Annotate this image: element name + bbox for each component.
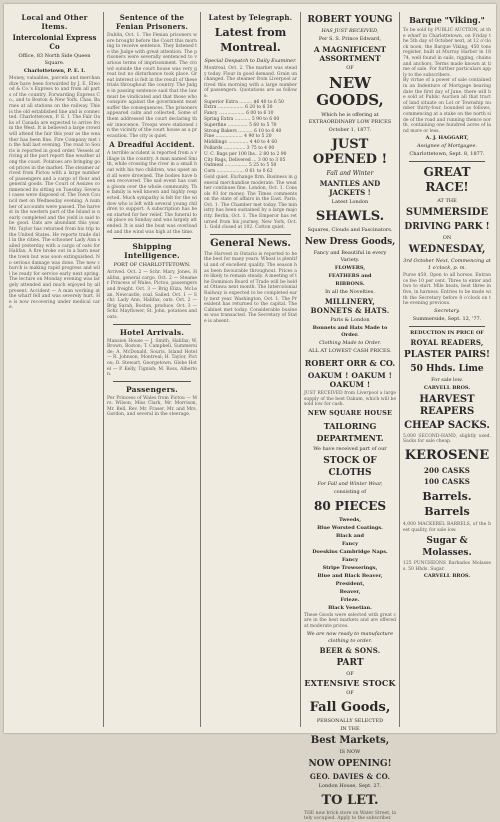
extensive-stock: EXTENSIVE STOCK [304,677,396,688]
great-race-headline: GREAT RACE! [423,165,471,195]
mortgagee: Assignee of Mortgagee. [416,143,478,150]
price-row: Pollards ............... 3 75 to 4 00 [204,145,275,151]
is-now: IS NOW [339,748,361,755]
advertiser-name: ROBERT YOUNG [307,15,393,25]
fall-winter: Fall and Winter [326,170,374,177]
price-row: Spring Extra ........... 5 90 to 6 00 [204,116,280,122]
ribbons: RIBBONS. [335,281,365,287]
per-ship: Per S. S. Prince Edward, [318,36,382,42]
tailoring-headline: TAILORING DEPARTMENT. [316,420,384,443]
now-opening: NOW OPENING! [308,758,392,769]
doeskins: Doeskins Cambridge Naps. [312,548,388,555]
price-row: Superfine .............. 5 60 to 5 70 [204,122,277,128]
harvest-headline: HARVEST REAPERS [419,393,475,417]
express-company-name: Intercolonial Express Co [12,33,97,51]
express-office: Office, 83 North Side Queen Square. [18,53,91,66]
casks: 200 CASKS [423,466,471,476]
hotel-heading: Hotel Arrivals. [119,327,185,337]
just-opened-headline: JUST OPENED ! [312,137,388,167]
mantles-headline: MANTLES AND JACKETS ! [319,179,381,197]
divider [113,324,191,325]
large-stock: We have received part of our [313,445,387,452]
in-all: In all the Novelties. [325,289,375,295]
for-fall: For Fall and Winter Wear, [317,480,383,487]
hotel-text: Mansion House — J. Smith, Halifax; W. Brown, Boston; T. Campbell, Summerside; A. McDonald, Souris. Island Hotel — R. Johnson, Montreal; H. Taylor, Pictou; D. Stewart, Georgetown. Globe Hotel — P. Kelly, Tignish; M. Ross, Alberton. [107,338,197,378]
passengers-text: Per Princess of Wales from Pictou — Mrs. Wilson, Miss Clark, Mr. Morrison, Mr. Bell, Rev. Mr. Fraser, Mr. and Mrs. Gordon, and several in the steerage. [107,395,197,418]
consisting: consisting of [333,488,367,495]
mortgage-text: By virtue of a power of sale contained in an Indenture of Mortgage bearing date the first day of June, there will be sold at Public Auction all that tract of land situate on Lot or Township number thirty-four, bounded as follows, commencing at a stake on the north side of the road and running thence north, containing one hundred acres of land more or less. [403,78,491,134]
accident-heading: A Dreadful Accident. [109,140,195,150]
casks-2: 100 CASKS [423,477,471,487]
divider [113,381,191,382]
wednesday-headline: WEDNESDAY, [408,244,486,256]
paris-london: Paris & London [330,317,370,323]
clothing: Clothing Made to Order. [319,340,381,346]
tweeds: Tweeds, [339,516,361,523]
shawls-headline: SHAWLS. [315,209,385,224]
summerside-date: Summerside, Sept. 12, '77. [412,315,482,322]
stripe: Stripe Trowserings, [322,564,378,571]
accident-text: A terrible accident is reported from a village in the country. A man named Smith, while crossing the river in a small boat with his two children, was upset and all were drowned. The bodies have been recovered. The sad event has cast a gloom over the whole community. The family is well known and highly respected. Much sympathy is felt for the widow who is left with several young children to support. A subscription has been started for her relief. The funeral took place on Sunday and was largely attended. It is said the boat was overloaded and the wind was high at the time. [107,151,197,235]
low-prices: Which he is offering at EXTRAORDINARY LOW PRICES [308,112,392,125]
sept-date: Charlottetown, Sept. 8, 1877. [409,151,485,158]
best-markets: Best Markets, [310,734,390,746]
robert-orr: ROBERT ORR & CO. [304,358,396,368]
local-items-heading: Local and Other Items. [21,13,88,31]
assortment: A MAGNIFICENT ASSORTMENT [313,45,387,63]
beaver: Beaver, [339,588,361,595]
driving-park-headline: DRIVING PARK ! [404,222,490,233]
black-and: Black and [336,532,364,539]
price-row: Fancy .................. 6 00 to 6 10 [204,111,274,117]
plaster-headline: PLASTER PAIRS! [404,349,490,360]
london-house: London House, Sept. 27. [318,782,382,789]
general-news-heading: General News. [210,237,291,249]
carvell-bros: CARVELL BROS. [423,384,471,391]
kerosene-headline: KEROSENE [404,448,490,464]
barque-headline: Barque "Viking." [409,15,485,25]
column-notices [399,12,494,727]
flowers: FLOWERS, [334,265,366,271]
black-venetian: Black Venetian. [328,604,372,611]
flour-price-list [204,100,297,175]
millinery-headline: MILLINERY, BONNETS & HATS. [310,297,390,315]
montreal-headline: Latest from Montreal. [214,26,287,54]
pieces-headline: 80 PIECES [313,498,387,513]
second-hand-text: 5,000 SECOND-HAND, slightly used. Sacks for sale cheap. [403,433,491,445]
to-let-headline: TO LET. [321,792,379,808]
general-news-text: The Harvest in Ontario is reported to be the best for many years. Wheat is plentiful and of excellent quality. The season has been favourable throughout. Prices are likely to remain steady. A meeting of the Dominion Board of Trade will be held at Ottawa next month. The Intercolonial Railway is expected to be completed early next year. Washington, Oct. 1. The President has returned to the capital. The Cabinet met today. Considerable business was transacted. The Secretary of State is absent. [204,251,297,324]
shipping-heading: Shipping Intelligence. [124,242,180,261]
personally: PERSONALLY SELECTED [316,717,384,724]
bonnets: Bonnets and Hats Made to Order. [312,325,388,338]
summerside-headline: SUMMERSIDE [405,207,489,219]
column-local-items [6,12,103,727]
at-the: AT THE [437,198,457,205]
clouds: Squares, Clouds and Fascinators. [307,227,393,233]
blue-black: Blue and Black Beaver, [317,572,383,579]
passengers-heading: Passengers. [126,384,178,394]
fenian-heading: Sentence of the Fenian Prisoners. [115,13,189,31]
part-label: PART [336,657,364,668]
price-row: Oatmeal ................ 5 25 to 5 50 [204,163,277,169]
secretary: Secretary. [434,307,460,314]
royal-readers: ROYAL READERS, [410,337,484,347]
express-town: Charlottetown, P. E. I. [23,68,86,74]
price-row: City Bags, Delivered ... 3 00 to 3 05 [204,157,286,163]
local-items-text: Money, valuables, parcels and merchandize have been forwarded by J. E. Elwood & Co.'s Express to and from all parts of the country. Forwarding Express Co., and to Boston & New York. Chas. Barnes at all stations on the railway. This is the old established line and is connected. Charlottetown, P. E. I. The Fair Oaks of Canada are expected to arrive from the West. It is believed a large crowd will attend the fair this year as the weather has been fine. Fire Company met in the hall last evening. The road to Souris is reported in good order. Vessels arriving at the port report fine weather along the coast. Potatoes are bringing good prices in the market. The steamer arrived from Pictou with a large number of passengers and a cargo of flour and general goods. The Court of Assizes commenced its sitting on Tuesday. Several cases were disposed of. The Town Council met on Wednesday evening. A number of accounts were passed. The harvest in the western part of the Island is nearly completed and the yield is said to be good. Oats are abundant this year. Mr. Taylor has returned from his trip to the United States. He reports trade dull in the cities. The schooner Lady Ann sailed yesterday with a cargo of oats for Halifax. A fire broke out in a barn near the town but was soon extinguished. No serious damage was done. The new church is making rapid progress and will be ready for service early next spring. The lecture on Monday evening was largely attended and much enjoyed by all present. Accident — A man working at the wharf fell and was severely hurt. He is now recovering under medical care. [9,76,100,311]
of-3: OF [346,689,354,696]
barque-text: To be sold by PUBLIC AUCTION, at the wharf in Charlottetown, on Friday the 5th day of October next, at 12 o'clock noon, the Barque Viking, 450 tons register, built at Murray Harbor in 1874, well found in sails, rigging, chains and anchors. Terms made known at time of sale. For further particulars apply to the subscribers. [403,28,491,78]
ad-date: October 1, 1877. [328,127,372,133]
column-fenian [103,12,200,727]
oakum-headline: OAKUM ! OAKUM ! OAKUM ! [307,371,393,389]
price-row: U. C. Bags per 100 lbs.. 2 80 to 2 90 [204,151,287,157]
montreal-text: Montreal, Oct. 2. The market was steady today. Flour in good demand. Grain unchanged. The steamer from Liverpool arrived this morning with a large number of passengers. Quotations are as follows: [204,66,297,99]
frieze: Frieze. [340,596,360,603]
cheap-sacks-headline: CHEAP SACKS. [404,419,490,431]
new-store: NEW SQUARE HOUSE [307,408,393,417]
divider [113,238,191,239]
shipping-port: PORT OF CHARLOTTETOWN. [113,262,191,269]
new-goods-headline: NEW GOODS, [316,74,384,109]
price-row: Middlings .............. 4 40 to 4 60 [204,140,278,146]
price-row: Fine ................... 4 90 to 5 20 [204,134,272,140]
telegraph-heading: Latest by Telegraph. [208,13,293,22]
column-telegraph [200,12,300,727]
fancy-beautiful: Fancy and Beautiful in every Variety. [313,250,387,263]
price-row: Strong Bakers .......... 6 10 to 6 40 [204,128,282,134]
oakum-text: JUST RECEIVED from Liverpool a large supply of the best Oakum, which will be sold low for cash. [304,391,396,408]
divider [409,161,485,162]
on-label: ON [442,235,452,242]
fancy-2: Fancy [341,556,359,563]
geo-davies: GEO. DAVIES & CO. [309,771,391,781]
in-the: IN THE [340,725,360,732]
fancy: Fancy [341,540,359,547]
blue-worsted: Blue Worsted Coatings. [317,524,383,531]
telegraph-text: Gold quiet. Exchange firm. Business in general merchandise moderate. The weather continues fine. London, Oct. 1. Consols 93 for money. The Times comments on the state of affairs in the East. Paris, Oct. 1. The Chamber met today. The ministry has been sustained by a large majority. Berlin, Oct. 1. The Emperor has returned from his journey. New York, Oct. 1. Gold closed at 102. Cotton quiet. [204,174,297,231]
price-row: Corn ................... 0 61 to 0 62 [204,169,273,175]
of-text: OF [346,65,354,71]
divider [409,326,485,327]
newspaper-page [4,4,496,822]
race-text: Purse $50. Open to all horses. Entrance fee 10 per cent. Three to enter and two to start. Mile heats, best three in five, in harness. Entries to be made with the Secretary before 8 o'clock on the evening previous. [403,273,491,307]
auctioneer: A. J. HAGGART, [425,135,469,142]
reduction: REDUCTION IN PRICE OF [410,329,484,336]
of-2: OF [346,670,354,677]
beer-sons: BEER & SONS. [319,645,381,655]
fenian-text: Dublin, Oct. 1. The Fenian prisoners were brought before the Court this morning to receive sentence. They listened to the Judge with great attention. The prisoners were severally sentenced to various terms of imprisonment. The crowd outside the court house was very great but no disturbance took place. Great interest is felt in the result of these trials throughout the country. The Judge in passing sentence said that the law must be vindicated and that those who conspire against the government must suffer the consequences. The prisoners appeared calm and collected. Some of them addressed the court declaring their innocence. Troops were stationed in the vicinity of the court house as a precaution. The city is quiet. [107,33,197,139]
october-date: 3rd October Next, Commencing at 1 o'clock, p. m. [403,258,491,272]
for-sale: For sale low. [431,376,463,383]
stock-of-cloths: STOCK OF CLOTHS [323,455,377,478]
now-ready: We are now ready to manufacture clothing to order. [306,630,394,644]
fall-goods-headline: Fall Goods, [309,699,391,715]
divider [210,234,291,235]
feathers: FEATHERS and [328,273,372,279]
mackerel-text: 4,000 MACKEREL BARRELS, of the best quality, for sale low. [403,522,491,533]
shipping-text: Arrived. Oct. 2 — Schr. Mary, Jones, Halifax, general cargo. Oct. 2 — Steamer Princess of Wales, Pictou, passengers and freight. Oct. 3 — Brig Eliza, McLean, Newcastle, coal. Sailed. Oct. 1 — Schr. Lady Ann, Halifax, oats. Oct. 2 — Brig Sarah, Boston, produce. Oct. 3 — Schr. Mayflower, St. John, potatoes and oats. [107,270,197,320]
to-let-text: THE new brick store on Water Street, lately occupied. Apply to the subscriber. [304,810,396,822]
column-advertisements [300,12,399,822]
price-row: Superior Extra ......... $6 40 to 6 50 [204,99,284,105]
has-received: HAS JUST RECEIVED, [321,28,379,34]
lime-headline: 50 Hhds. Lime [410,363,484,374]
president: President, [335,580,365,587]
venetian-text: These Goods were selected with great care in the best markets and are offered at moderate prices. [304,612,396,629]
lowest-prices: ALL AT LOWEST CASH PRICES. [308,348,392,354]
dress-goods-headline: New Dress Goods, [304,237,396,247]
barrels-headline: Barrels. Barrels [422,490,472,519]
puncheons-text: 125 PUNCHEONS Barbados Molasses. 50 Hhds. Sugar. [403,561,491,572]
price-row: Extra .................. 6 20 to 6 30 [204,105,273,111]
sugar-headline: Sugar & Molasses. [422,536,472,559]
carvell-bros-2: CARVELL BROS. [423,573,471,580]
montreal-subheading: Special Despatch to Daily Examiner. [204,58,297,64]
latest-london: Latest London [331,199,369,205]
